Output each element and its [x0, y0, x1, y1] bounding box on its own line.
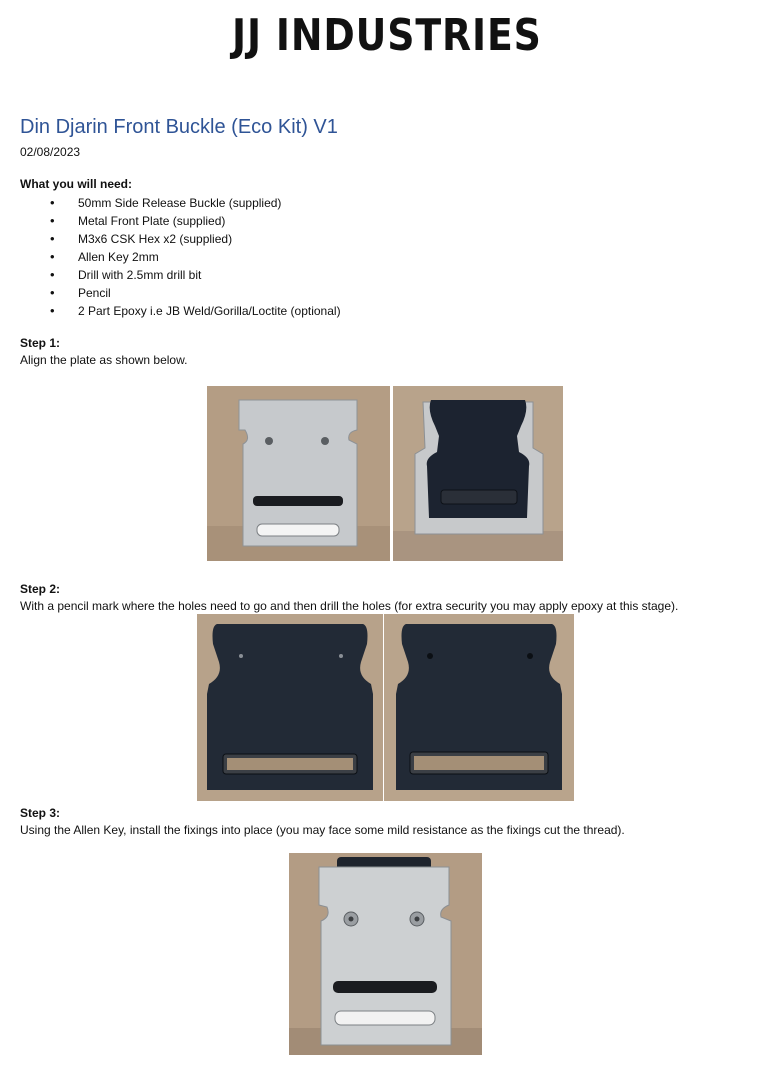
list-item: • Metal Front Plate (supplied)	[20, 212, 341, 230]
brand-name: JJ INDUSTRIES	[232, 10, 542, 61]
list-item: • Allen Key 2mm	[20, 248, 341, 266]
step-1-text: Align the plate as shown below.	[20, 353, 188, 367]
requirements-list	[20, 194, 341, 320]
step-3-heading: Step 3:	[20, 806, 61, 820]
step-3-text: Using the Allen Key, install the fixings into place (you may face some mild resistance as the fixings cut the thread).	[20, 823, 625, 837]
brand-logo	[222, 8, 562, 64]
list-item: • Drill with 2.5mm drill bit	[20, 266, 341, 284]
photo-buckle-drilled	[384, 614, 574, 801]
step-2-heading: Step 2:	[20, 582, 61, 596]
list-item: • 2 Part Epoxy i.e JB Weld/Gorilla/Loctite (optional)	[20, 302, 341, 320]
list-item: • Pencil	[20, 284, 341, 302]
document-title: Din Djarin Front Buckle (Eco Kit) V1	[20, 116, 338, 138]
photo-fixings-installed	[289, 853, 482, 1055]
photo-buckle-on-plate	[393, 386, 563, 561]
step-2-text: With a pencil mark where the holes need to go and then drill the holes (for extra security you may apply epoxy at this stage).	[20, 599, 679, 613]
document-date: 02/08/2023	[20, 145, 81, 159]
list-item: • 50mm Side Release Buckle (supplied)	[20, 194, 341, 212]
step-1-heading: Step 1:	[20, 336, 61, 350]
list-item: • M3x6 CSK Hex x2 (supplied)	[20, 230, 341, 248]
photo-buckle-marked	[197, 614, 383, 801]
photo-plate-front	[207, 386, 390, 561]
requirements-heading: What you will need:	[20, 177, 133, 191]
